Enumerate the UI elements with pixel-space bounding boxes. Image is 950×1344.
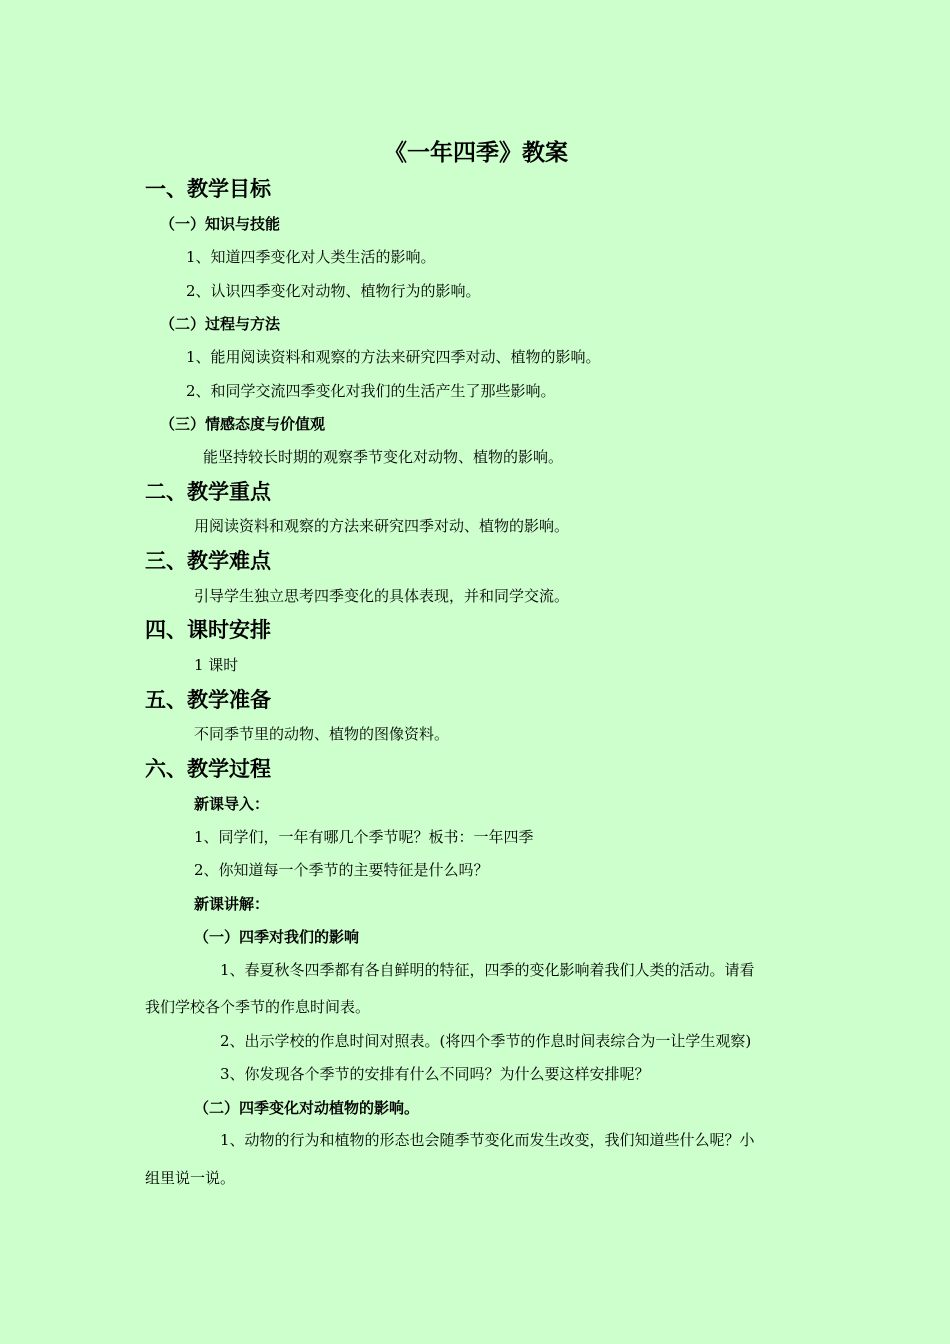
section-heading-schedule: 四、课时安排 — [145, 618, 271, 642]
preparation-text: 不同季节里的动物、植物的图像资料。 — [194, 725, 450, 743]
key-points-text: 用阅读资料和观察的方法来研究四季对动、植物的影响。 — [194, 517, 570, 535]
section-heading-objectives: 一、教学目标 — [145, 177, 271, 201]
paragraph-line: 1、动物的行为和植物的形态也会随季节变化而发生改变，我们知道些什么呢？小 — [220, 1131, 755, 1149]
subheading-process-method: （二）过程与方法 — [160, 315, 281, 333]
objective-item: 1、能用阅读资料和观察的方法来研究四季对动、植物的影响。 — [186, 348, 601, 366]
subheading-attitude-values: （三）情感态度与价值观 — [160, 415, 326, 433]
objective-item: 2、和同学交流四季变化对我们的生活产生了那些影响。 — [186, 382, 556, 400]
subheading-knowledge-skills: （一）知识与技能 — [160, 215, 281, 233]
objective-text: 能坚持较长时期的观察季节变化对动物、植物的影响。 — [203, 448, 564, 466]
paragraph-line: 2、出示学校的作息时间对照表。(将四个季节的作息时间表综合为一让学生观察) — [220, 1032, 752, 1050]
subheading-introduction: 新课导入： — [194, 795, 270, 813]
schedule-text: 1 课时 — [194, 656, 239, 674]
paragraph-line: 组里说一说。 — [145, 1169, 236, 1187]
paragraph-line: 我们学校各个季节的作息时间表。 — [145, 998, 371, 1016]
process-item: 1、同学们，一年有哪几个季节呢？板书：一年四季 — [194, 828, 534, 846]
document-title: 《一年四季》教案 — [384, 140, 568, 166]
paragraph-line: 3、你发现各个季节的安排有什么不同吗？为什么要这样安排呢？ — [220, 1065, 650, 1083]
objective-item: 1、知道四季变化对人类生活的影响。 — [186, 248, 436, 266]
section-heading-process: 六、教学过程 — [145, 757, 271, 781]
section-heading-key-points: 二、教学重点 — [145, 480, 271, 504]
difficulties-text: 引导学生独立思考四季变化的具体表现，并和同学交流。 — [194, 587, 570, 605]
subheading-part-two: （二）四季变化对动植物的影响。 — [194, 1099, 420, 1117]
section-heading-difficulties: 三、教学难点 — [145, 549, 271, 573]
section-heading-preparation: 五、教学准备 — [145, 688, 271, 712]
subheading-part-one: （一）四季对我们的影响 — [194, 928, 360, 946]
objective-item: 2、认识四季变化对动物、植物行为的影响。 — [186, 282, 481, 300]
process-item: 2、你知道每一个季节的主要特征是什么吗？ — [194, 861, 489, 879]
paragraph-line: 1、春夏秋冬四季都有各自鲜明的特征，四季的变化影响着我们人类的活动。请看 — [220, 961, 755, 979]
subheading-lecture: 新课讲解： — [194, 895, 270, 913]
